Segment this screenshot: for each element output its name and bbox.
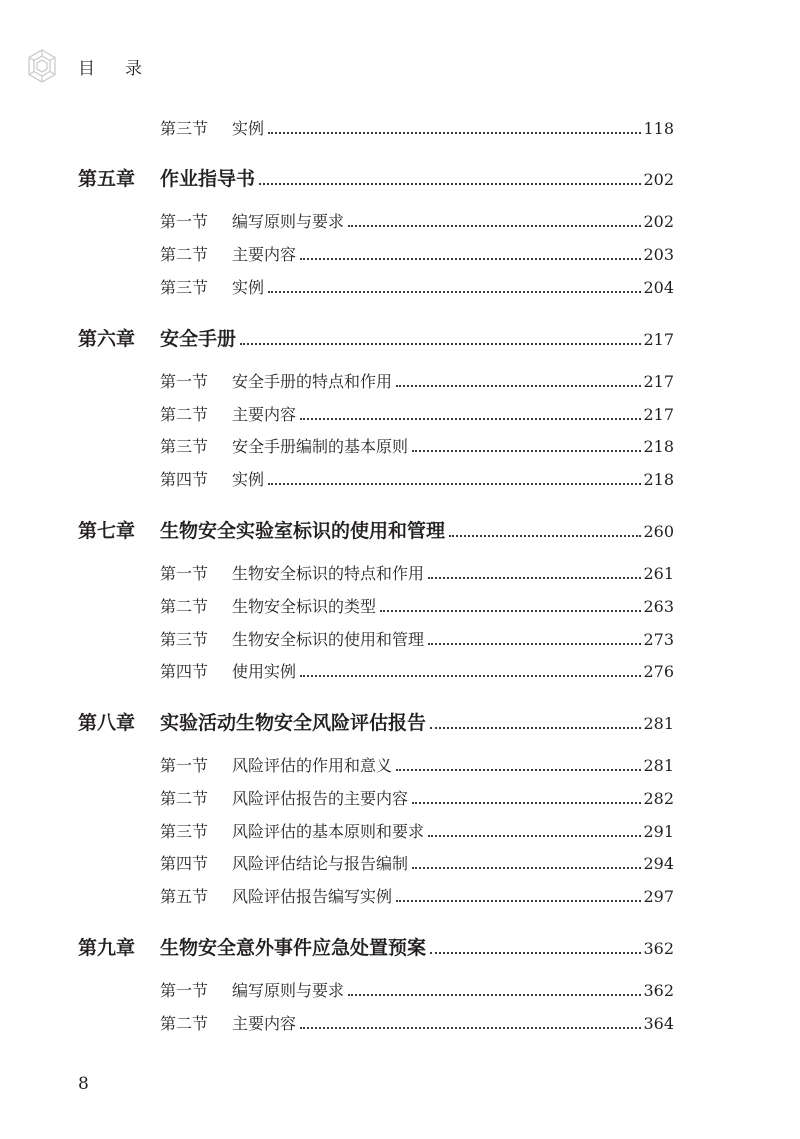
chapter-page-number: 260 [643,522,674,541]
section-title: 安全手册编制的基本原则 [232,437,409,456]
section-title: 实例 [232,278,265,297]
dot-leader [268,290,641,293]
chapter-number: 第七章 [78,520,136,542]
chapter-number: 第六章 [78,328,136,350]
dot-leader [412,801,641,804]
dot-leader [300,417,641,420]
page-header [22,46,142,86]
section-number: 第四节 [160,854,209,873]
section-title: 编写原则与要求 [232,981,345,1000]
section-number: 第三节 [160,630,209,649]
section-page-number: 281 [643,756,674,775]
dot-leader [430,726,641,729]
dot-leader [412,866,641,869]
dot-leader [259,182,641,185]
dot-leader [348,993,641,996]
section-title: 风险评估报告编写实例 [232,887,393,906]
section-page-number: 218 [643,437,674,456]
toc-heading-char-2: 录 [125,58,142,79]
section-number: 第一节 [160,756,209,775]
dot-leader [348,224,641,227]
toc-section-entry[interactable] [160,627,674,650]
section-title: 安全手册的特点和作用 [232,372,393,391]
section-title: 实例 [232,470,265,489]
section-title: 主要内容 [232,405,297,424]
dot-leader [412,449,641,452]
section-page-number: 261 [643,564,674,583]
toc-section-entry[interactable] [160,786,674,809]
section-page-number: 282 [643,789,674,808]
section-number: 第一节 [160,212,209,231]
section-title: 主要内容 [232,245,297,264]
toc-section-entry[interactable] [160,209,674,232]
toc-chapter-entry[interactable] [78,324,674,351]
section-page-number: 291 [643,822,674,841]
section-title: 生物安全标识的使用和管理 [232,630,425,649]
section-page-number: 297 [643,887,674,906]
toc-section-entry[interactable] [160,242,674,265]
toc-section-entry[interactable] [160,819,674,842]
section-number: 第二节 [160,1014,209,1033]
dot-leader [300,674,641,677]
toc-section-entry[interactable] [160,753,674,776]
section-number: 第三节 [160,278,209,297]
section-number: 第五节 [160,887,209,906]
chapter-number: 第五章 [78,168,136,190]
dot-leader [240,342,641,345]
section-page-number: 202 [643,212,674,231]
section-number: 第一节 [160,981,209,1000]
section-page-number: 364 [643,1014,674,1033]
toc-section-entry[interactable] [160,851,674,874]
section-title: 实例 [232,119,265,138]
section-title: 风险评估结论与报告编制 [232,854,409,873]
section-title: 风险评估的作用和意义 [232,756,393,775]
toc-section-entry[interactable] [160,467,674,490]
chapter-title: 生物安全实验室标识的使用和管理 [160,520,446,542]
section-title: 风险评估的基本原则和要求 [232,822,425,841]
dot-leader [396,384,641,387]
dot-leader [268,131,641,134]
chapter-title: 作业指导书 [160,168,256,190]
toc-section-entry[interactable] [160,978,674,1001]
section-number: 第三节 [160,437,209,456]
chapter-title: 生物安全意外事件应急处置预案 [160,937,427,959]
section-number: 第一节 [160,564,209,583]
section-number: 第三节 [160,822,209,841]
dot-leader [430,951,641,954]
section-number: 第二节 [160,245,209,264]
toc-section-entry[interactable] [160,561,674,584]
chapter-title: 实验活动生物安全风险评估报告 [160,712,427,734]
section-number: 第二节 [160,597,209,616]
toc-section-entry[interactable] [160,884,674,907]
toc-heading-char-1: 目 [78,58,95,79]
section-page-number: 118 [643,119,674,138]
toc-section-entry[interactable] [160,116,674,139]
chapter-page-number: 202 [643,170,674,189]
dot-leader [449,534,641,537]
section-number: 第三节 [160,119,209,138]
section-title: 编写原则与要求 [232,212,345,231]
chapter-number: 第八章 [78,712,136,734]
section-number: 第二节 [160,405,209,424]
chapter-page-number: 362 [643,939,674,958]
chapter-title: 安全手册 [160,328,237,350]
section-page-number: 273 [643,630,674,649]
toc-chapter-entry[interactable] [78,516,674,543]
toc-section-entry[interactable] [160,594,674,617]
toc-chapter-entry[interactable] [78,164,674,191]
dot-leader [396,899,641,902]
section-page-number: 217 [643,372,674,391]
hexagon-flower-logo-icon [22,46,62,86]
section-number: 第二节 [160,789,209,808]
section-title: 主要内容 [232,1014,297,1033]
section-page-number: 362 [643,981,674,1000]
toc-section-entry[interactable] [160,369,674,392]
toc-section-entry[interactable] [160,659,674,682]
section-page-number: 203 [643,245,674,264]
dot-leader [428,834,641,837]
dot-leader [300,1026,641,1029]
section-title: 风险评估报告的主要内容 [232,789,409,808]
dot-leader [396,768,641,771]
dot-leader [380,609,641,612]
section-number: 第一节 [160,372,209,391]
toc-chapter-entry[interactable] [78,933,674,960]
section-page-number: 263 [643,597,674,616]
section-page-number: 294 [643,854,674,873]
toc-section-entry[interactable] [160,434,674,457]
toc-chapter-entry[interactable] [78,708,674,735]
dot-leader [428,642,641,645]
toc-section-entry[interactable] [160,1011,674,1034]
chapter-number: 第九章 [78,937,136,959]
section-page-number: 218 [643,470,674,489]
page-number: 8 [78,1074,89,1094]
chapter-page-number: 217 [643,330,674,349]
section-title: 生物安全标识的特点和作用 [232,564,425,583]
dot-leader [300,257,641,260]
section-number: 第四节 [160,662,209,681]
chapter-page-number: 281 [643,714,674,733]
toc-section-entry[interactable] [160,402,674,425]
dot-leader [428,576,641,579]
toc-heading [78,54,142,79]
section-page-number: 276 [643,662,674,681]
section-page-number: 204 [643,278,674,297]
dot-leader [268,482,641,485]
section-number: 第四节 [160,470,209,489]
section-page-number: 217 [643,405,674,424]
section-title: 使用实例 [232,662,297,681]
section-title: 生物安全标识的类型 [232,597,377,616]
toc-section-entry[interactable] [160,275,674,298]
